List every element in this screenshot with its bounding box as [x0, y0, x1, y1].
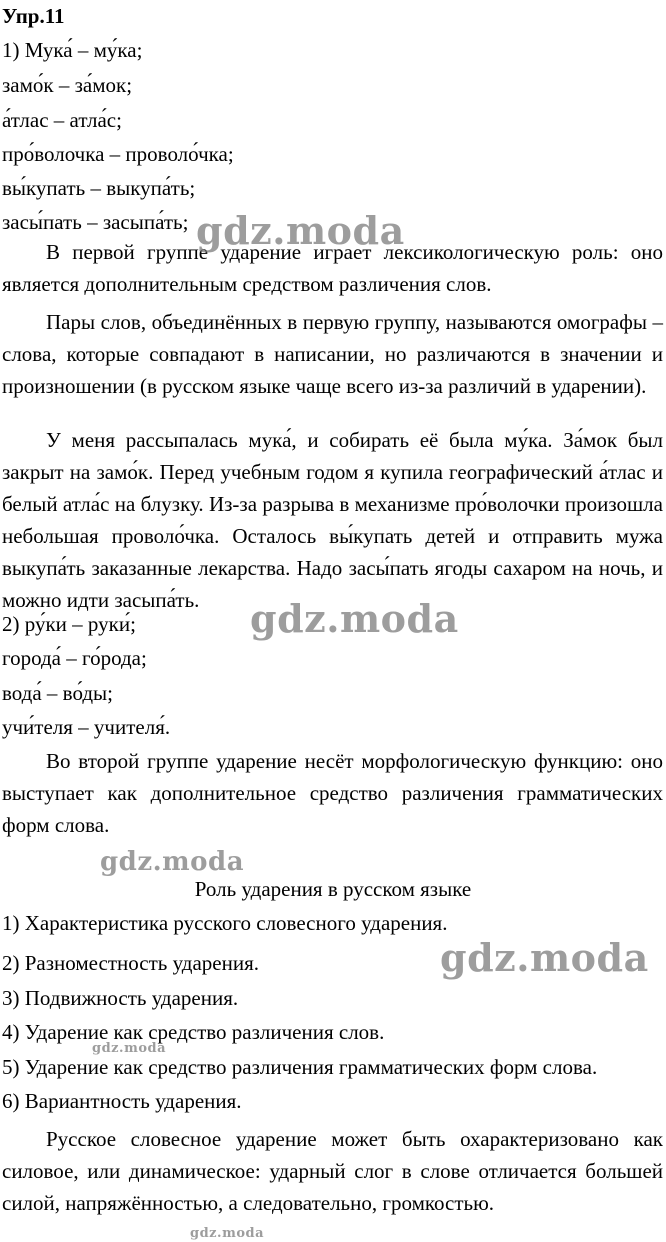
group2-pair-4: учи́теля – учителя́.: [2, 715, 171, 739]
watermark-2: gdz.moda: [250, 596, 459, 641]
plan-title: Роль ударения в русском языке: [194, 877, 472, 901]
group1-pair-2: замо́к – за́мок;: [2, 73, 133, 97]
group1-explanation: В первой группе ударение играет лексикологическую роль: оно является дополнительным средством различения слов.: [2, 240, 663, 296]
watermark-5: gdz.moda: [92, 1041, 167, 1056]
group2-pair-2: города́ – го́рода;: [2, 646, 147, 670]
plan-item-6: 6) Вариантность ударения.: [2, 1089, 242, 1113]
closing-paragraph: Русское словесное ударение может быть охарактеризовано как силовое, или динамическое: ударный слог в слове отличается большей силой, напряжённостью, а следовательно, громкостью.: [2, 1127, 663, 1215]
group1-pair-5: вы́купать – выкупа́ть;: [2, 176, 196, 200]
plan-item-4: 4) Ударение как средство различения слов.: [2, 1020, 385, 1044]
group1-definition: Пары слов, объединённых в первую группу, называются омографы – слова, которые совпадают в написании, но различаются в значении и произношении (в русском языке чаще всего из-за различий в ударении).: [2, 310, 663, 398]
watermark-4: gdz.moda: [440, 935, 649, 980]
plan-item-2: 2) Разноместность ударения.: [2, 951, 259, 975]
group2-pair-3: вода́ – во́ды;: [2, 681, 113, 705]
plan-item-3: 3) Подвижность ударения.: [2, 986, 239, 1010]
plan-item-1: 1) Характеристика русского словесного ударения.: [2, 911, 448, 935]
group1-pair-3: а́тлас – атла́с;: [2, 108, 122, 132]
watermark-3: gdz.moda: [100, 847, 245, 877]
plan-item-5: 5) Ударение как средство различения грамматических форм слова.: [2, 1055, 598, 1079]
watermark-6: gdz.moda: [190, 1226, 265, 1241]
group1-pair-4: про́волочка – проволо́чка;: [2, 142, 234, 166]
group1-story: У меня рассыпалась мука́, и собирать её была му́ка. За́мок был закрыт на замо́к. Перед учебным годом я купила географический а́тлас и белый атла́с на блузку. Из-за разрыва в механизме про́волочки произошла небольшая проволо́чка. Осталось вы́купать детей и отправить мужа выкупа́ть заказанные лекарства. Надо засы́пать ягоды сахаром на ночь, и можно идти засыпа́ть.: [2, 428, 663, 612]
group1-pair-1: 1) Мука́ – му́ка;: [2, 38, 143, 62]
exercise-title: Упр.11: [2, 4, 65, 28]
group2-pair-1: 2) ру́ки – руки́;: [2, 612, 136, 636]
group1-pair-6: засы́пать – засыпа́ть;: [2, 210, 189, 234]
watermark-1: gdz.moda: [196, 208, 405, 253]
group2-explanation: Во второй группе ударение несёт морфологическую функцию: оно выступает как дополнительное средство различения грамматических форм слова.: [2, 749, 663, 837]
